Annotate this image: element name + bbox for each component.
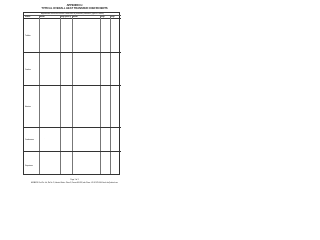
table-cell: 400	[103, 175, 106, 177]
group-category: Condensers	[25, 139, 35, 141]
table-row	[24, 58, 121, 60]
table-row	[24, 133, 121, 135]
column-header: Range (W/m² K)	[60, 17, 71, 18]
table-cell: 200	[103, 113, 106, 115]
table-cell: Brine	[72, 80, 75, 82]
table-cell: Heavy oils	[72, 109, 78, 111]
table-cell: Steam	[39, 152, 43, 154]
table-cell: 400	[103, 100, 106, 102]
table-cell: 500	[103, 71, 106, 73]
table-cell: Aqueous solutions	[39, 46, 50, 48]
group-category: Tubular	[25, 34, 31, 37]
table-cell: Heavy oils	[39, 62, 45, 64]
table-cell: Aqueous solutions	[72, 46, 83, 48]
table-cell: 200	[103, 104, 106, 106]
table-cell: 2000	[103, 152, 106, 154]
column-header: Range	[100, 17, 105, 18]
table-cell: Dowtherm	[39, 109, 45, 111]
table-cell: 100	[103, 118, 106, 120]
table-cell: Water	[72, 19, 76, 21]
appendix-label: APPENDIX H	[66, 4, 83, 7]
table-cell: Organic solvents	[72, 91, 82, 93]
table-cell: 300	[113, 95, 117, 97]
table-cell: 100	[103, 80, 106, 82]
table-cell: Organic solvents	[39, 24, 49, 26]
table-cell: Steam	[39, 100, 43, 102]
table-cell: Aqueous solutions	[72, 152, 83, 154]
table-row	[24, 87, 121, 89]
table-cell: 150	[113, 71, 117, 73]
table-cell: 600	[103, 146, 106, 148]
table-cell: 20	[114, 67, 116, 69]
table-cell: 60	[114, 62, 116, 64]
table-cell: 700	[103, 53, 106, 55]
table-cell: Water	[72, 42, 76, 44]
table-cell: 500	[103, 170, 106, 172]
table-cell: 600	[103, 58, 106, 60]
table-cell: Light oils	[72, 95, 77, 97]
table-row	[24, 166, 121, 168]
table-cell: Dowtherm	[39, 113, 45, 115]
table-cell: Water	[72, 146, 76, 148]
page-number: Page 1 of 1	[70, 180, 79, 181]
column-header: Service	[25, 17, 31, 18]
table-cell: 300	[113, 76, 117, 78]
table-cell: 50	[114, 33, 116, 35]
table-cell: 700	[113, 133, 117, 135]
table-cell: 400	[103, 109, 106, 111]
group-category: Vaporisers	[25, 165, 33, 168]
table-row	[24, 118, 121, 120]
table-cell: 150	[113, 24, 117, 26]
table-cell: Water	[72, 62, 76, 64]
table-cell: Steam	[39, 86, 43, 88]
table-row	[24, 171, 121, 173]
group-category: Coolers	[25, 68, 31, 71]
table-cell: 3000	[103, 86, 106, 88]
table-cell: Heavy oils	[39, 33, 45, 35]
table-cell: Water	[72, 128, 76, 130]
table-cell: 1000	[113, 152, 117, 154]
table-cell: 300	[113, 42, 117, 44]
table-cell: Hydrocarbon vapours	[72, 122, 84, 124]
table-row	[24, 42, 121, 44]
table-cell: 1000	[113, 128, 117, 130]
table-cell: Light organics	[72, 157, 80, 159]
table-row	[24, 24, 121, 26]
table-cell: Refinery hydrocarbons	[72, 166, 85, 168]
table-cell: 1000	[103, 19, 106, 21]
table-cell: 700	[103, 24, 106, 26]
document-page	[0, 0, 149, 198]
table-cell: 60	[103, 33, 106, 35]
table-cell: 850-1700	[60, 19, 66, 21]
table-cell: 50	[114, 109, 116, 111]
table-cell: 600	[103, 95, 106, 97]
table-row	[24, 109, 121, 111]
table-cell: 10	[114, 37, 116, 39]
table-cell: 200	[113, 170, 117, 172]
table-cell: Gases	[39, 37, 43, 39]
table-cell: Organics, some non-condensables	[39, 137, 59, 139]
coefficient-table	[23, 12, 120, 175]
table-row	[24, 47, 121, 49]
table-cell: 800	[103, 76, 106, 78]
group-category: Heaters	[25, 106, 31, 108]
table-row	[24, 147, 121, 149]
table-cell: 400	[113, 146, 117, 148]
table-cell: Brine	[72, 71, 75, 73]
table-row	[24, 33, 121, 35]
table-group	[24, 19, 121, 52]
table-cell: Steam	[39, 161, 43, 163]
table-cell: 50	[103, 122, 106, 124]
table-cell: Water	[39, 19, 43, 21]
table-cell: Steam	[39, 95, 43, 97]
table-cell: Water	[39, 76, 43, 78]
table-row	[24, 175, 121, 177]
table-cell: 50	[114, 100, 116, 102]
table-cell: Refinery hydrocarbons	[39, 146, 52, 148]
table-cell: 30	[114, 118, 116, 120]
table-cell: 1000	[103, 91, 106, 93]
column-header: Material	[72, 17, 78, 18]
table-cell: Light oils	[39, 58, 44, 60]
table-cell: Heat transfer oil	[39, 166, 48, 168]
table-cell: Aqueous vapours	[39, 128, 49, 130]
table-cell: Steam	[39, 157, 43, 159]
table-cell: 700	[103, 137, 106, 139]
table-cell: 20	[114, 122, 116, 124]
table-row	[24, 20, 121, 22]
table-row	[24, 81, 121, 83]
table-cell: Gases	[72, 37, 76, 39]
table-cell: 600	[113, 161, 117, 163]
table-cell: Water	[72, 86, 76, 88]
table-cell: Water	[72, 142, 76, 144]
table-cell: 1500	[103, 157, 106, 159]
table-cell: 500	[113, 137, 117, 139]
table-row	[24, 91, 121, 93]
column-header: Material	[39, 17, 45, 18]
table-row	[24, 76, 121, 78]
footer-address: ADVANCED Tech Pvt. Ltd., Plot No. 11, Industrial Estate - Phase II, Chennai 600 058, India. Phone: +91 44 2625 0000. Email: info@advtech.com	[31, 183, 118, 184]
table-cell: Heavy oils	[72, 33, 78, 35]
table-cell: Vacuum condensers	[39, 142, 51, 144]
table-row	[24, 162, 121, 164]
table-row	[24, 54, 121, 56]
table-cell: Steam	[39, 104, 43, 106]
table-cell: 150	[103, 67, 106, 69]
table-group	[24, 52, 121, 85]
table-body	[24, 19, 121, 176]
table-cell: 300	[103, 62, 106, 64]
table-cell: 1500	[103, 128, 106, 130]
table-cell: Light oils	[39, 28, 44, 30]
table-row	[24, 153, 121, 155]
table-cell: 500	[113, 91, 117, 93]
table-cell: 200	[113, 53, 117, 55]
table-row	[24, 138, 121, 140]
table-cell: Steam	[39, 91, 43, 93]
table-cell: Flue	[39, 122, 42, 124]
table-cell: 100	[113, 175, 117, 177]
table-cell: 900	[113, 157, 117, 159]
table-cell: 600	[103, 166, 106, 168]
table-cell: 1200	[103, 46, 106, 48]
table-group	[24, 85, 121, 127]
table-cell: Heavy organics	[72, 175, 81, 177]
table-cell: 400	[103, 28, 106, 30]
table-cell: Flue gases	[39, 118, 46, 120]
table-cell: 15	[114, 80, 116, 82]
table-cell: Light organics	[72, 170, 80, 172]
table-row	[24, 114, 121, 116]
table-cell: Heat transfer oil	[39, 175, 48, 177]
table-row	[24, 129, 121, 131]
table-group	[24, 151, 121, 180]
page-title: TYPICAL OVERALL HEAT TRANSFER COEFFICIENTS	[41, 7, 108, 10]
table-cell: Water	[72, 58, 76, 60]
table-cell: 20	[103, 37, 106, 39]
table-cell: Water	[39, 42, 43, 44]
table-row	[24, 63, 121, 65]
table-cell: Heat transfer oil	[39, 170, 48, 172]
table-row	[24, 100, 121, 102]
table-row	[24, 38, 121, 40]
table-cell: Gases	[39, 80, 43, 82]
table-row	[24, 96, 121, 98]
table-cell: Brine	[72, 76, 75, 78]
table-cell: Gases	[39, 67, 43, 69]
table-cell: 150	[113, 58, 117, 60]
table-cell: Gases	[72, 113, 76, 115]
table-cell: Gases	[72, 104, 76, 106]
table-row	[24, 29, 121, 31]
table-cell: 300	[113, 166, 117, 168]
table-cell: Light oils	[72, 28, 77, 30]
table-row	[24, 123, 121, 125]
table-cell: 30	[114, 104, 116, 106]
table-cell: Water	[72, 133, 76, 135]
table-cell: Water	[72, 67, 76, 69]
table-cell: Water	[72, 53, 76, 55]
table-cell: Organic solvents	[39, 53, 49, 55]
table-row	[24, 67, 121, 69]
table-row	[24, 72, 121, 74]
table-cell: 150	[113, 28, 117, 30]
table-group	[24, 127, 121, 151]
table-cell: 250	[113, 19, 117, 21]
table-cell: Heavy oils	[72, 100, 78, 102]
table-cell: 1500	[103, 42, 106, 44]
table-cell: Steam	[72, 118, 76, 120]
table-cell: 500	[103, 142, 106, 144]
table-cell: Organic solvents	[72, 24, 82, 26]
table-row	[24, 142, 121, 144]
table-cell: 200	[113, 142, 117, 144]
table-cell: 900	[103, 161, 106, 163]
table-cell: 1500	[113, 86, 117, 88]
column-header: Range	[110, 17, 115, 18]
table-cell: Water	[72, 137, 76, 139]
table-cell: Organic vapours	[39, 133, 49, 135]
table-cell: Organic solvents	[39, 71, 49, 73]
table-cell: 250	[113, 46, 117, 48]
table-caption: Approximate overall heat transfer coefficients for preliminary estimates (Typical U values)	[24, 13, 121, 16]
table-row	[24, 157, 121, 159]
table-cell: Heavy organics	[72, 161, 81, 163]
table-row	[24, 105, 121, 107]
table-cell: 1000	[103, 133, 106, 135]
table-cell: 20	[114, 113, 116, 115]
